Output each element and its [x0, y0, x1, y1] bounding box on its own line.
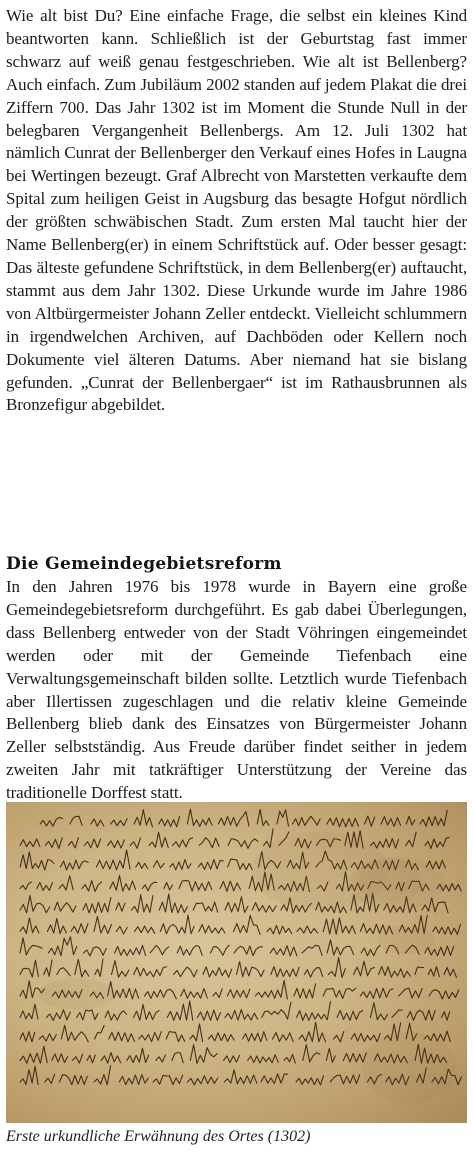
section-paragraph: In den Jahren 1976 bis 1978 wurde in Bayern eine große Gemeindegebietsreform durchgeführt. Es gab dabei Überlegungen, dass Bellenberg entweder von der Stadt Vöhringen eingemeindet werden oder mit der Gemeinde Tiefenbach eine Verwaltungsgemeinschaft bilden sollte. Letztlich wurde Tiefenbach aber Illertissen zugeschlagen und die relativ kleine Gemeinde Bellenberg blieb dank des Einsatzes von Bürgermeister Johann Zeller selbstständig. Aus Freude darüber findet seither in jedem zweiten Jahr mit tatkräftiger Unterstützung der Vereine das traditionelle Dorffest statt.: [6, 577, 467, 803]
image-caption: Erste urkundliche Erwähnung des Ortes (1302): [6, 1128, 311, 1145]
parchment-stain: [377, 926, 434, 955]
parchment-stain: [251, 832, 389, 910]
charter-manuscript-image: [6, 802, 467, 1123]
handwriting-line: [20, 958, 457, 978]
parchment-stain: [362, 1032, 457, 1104]
charter-handwriting-drawing: [6, 802, 467, 1123]
section-heading: Die Gemeindegebietsreform: [6, 554, 282, 574]
handwriting-line: [20, 829, 449, 849]
intro-paragraph: Wie alt bist Du? Eine einfache Frage, die selbst ein kleines Kind beantworten kann. Schließlich ist der Geburtstag fast immer schwarz auf weiß genau festgeschrieben. Wie alt ist Bellenberg? Auch einfach. Zum Jubiläum 2002 standen auf jedem Plakat die drei Ziffern 700. Das Jahr 1302 ist im Moment die Stunde Null in der belegbaren Vergangenheit Bellenbergs. Am 12. Juli 1302 hat nämlich Cunrat der Bellenberger den Verkauf eines Hofes in Laugna bei Wertingen bezeugt. Graf Albrecht von Marstetten verkaufte dem Spital zum heiligen Geist in Augsburg das besagte Hofgut nördlich der größten schwäbischen Stadt. Zum ersten Mal taucht hier der Name Bellenberg(er) in einem Schriftstück auf. Oder besser gesagt: Das älteste gefundene Schriftstück, in dem Bellenberg(er) auftaucht, stammt aus dem Jahr 1302. Diese Urkunde wurde im Jahre 1986 von Altbürgermeister Johann Zeller entdeckt. Vielleicht schlummern in irgendwelchen Archiven, auf Dachböden oder Kellern noch Dokumente viel älteren Datums. Aber niemand hat sie bislang gefunden. „Cunrat der Bellenbergaer“ ist im Rathausbrunnen als Bronzefigur abgebildet.: [6, 6, 467, 415]
parchment-stain: [38, 978, 114, 1010]
handwriting-line: [40, 809, 447, 827]
